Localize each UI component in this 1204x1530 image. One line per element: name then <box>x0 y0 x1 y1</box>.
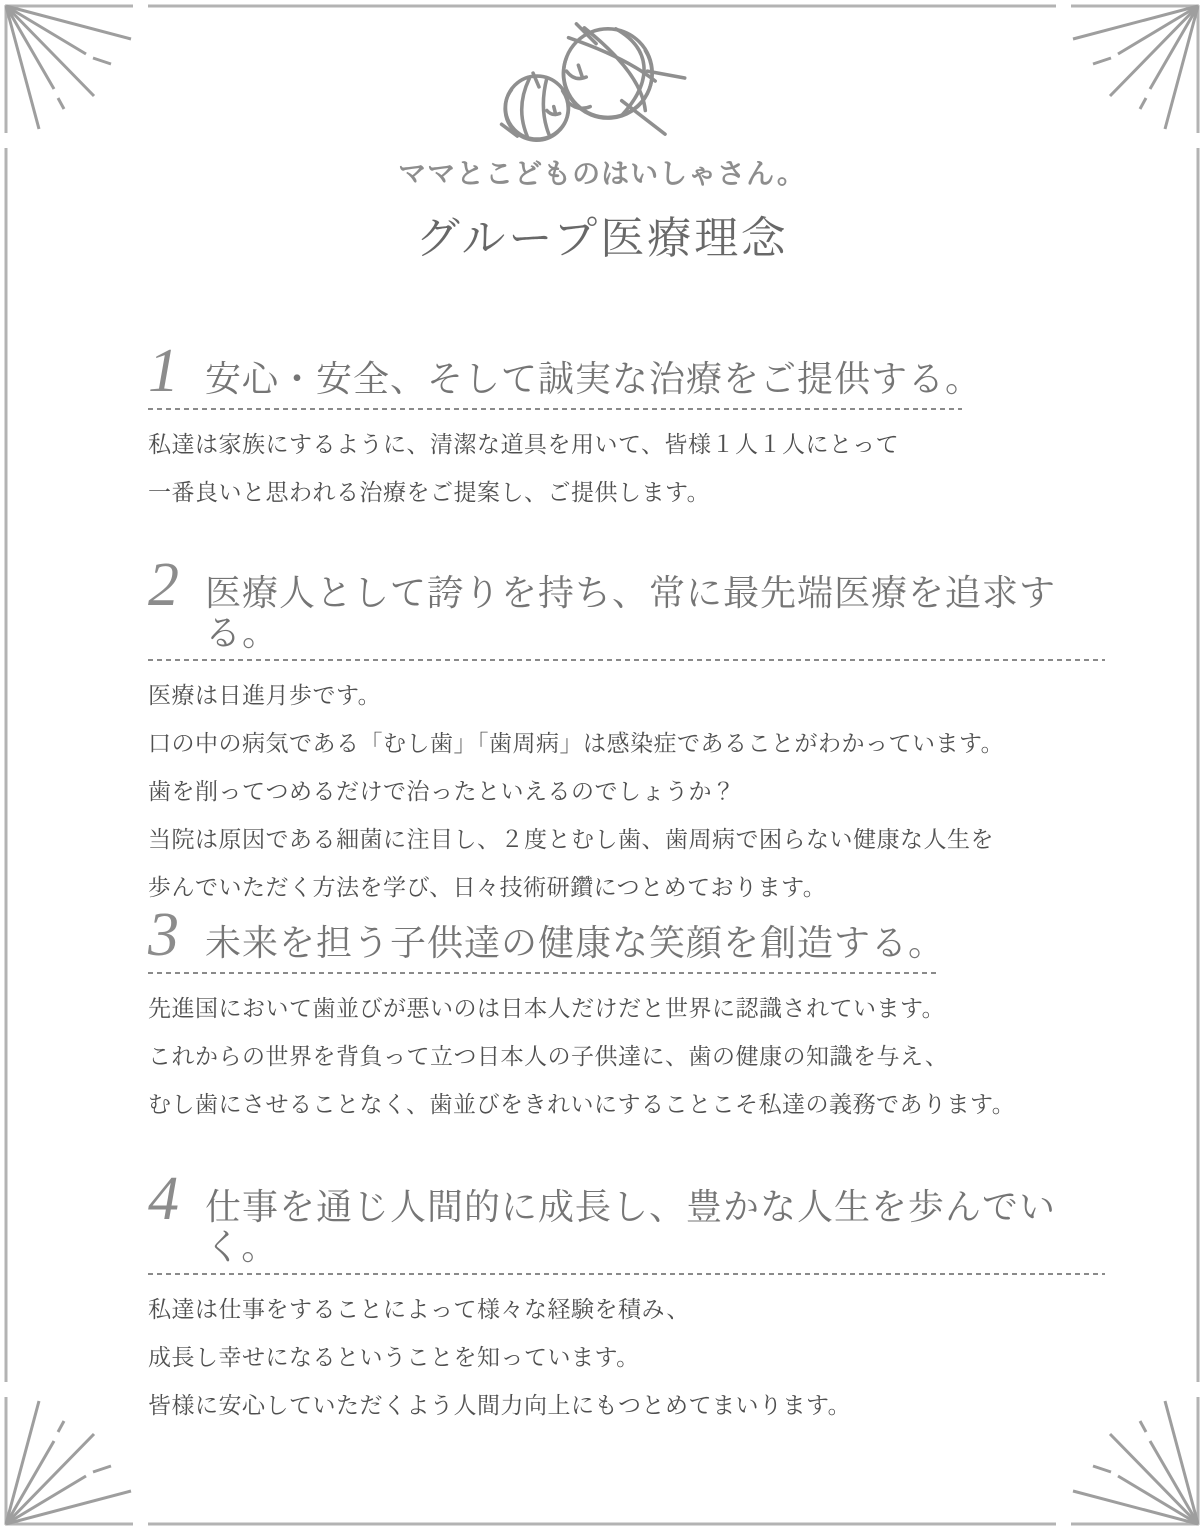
section-1-heading-row <box>148 337 1110 405</box>
body-line: むし歯にさせることなく、歯並びをきれいにすることこそ私達の義務であります。 <box>148 1091 1016 1117</box>
body-line: これからの世界を背負って立つ日本人の子供達に、歯の健康の知識を与え、 <box>148 1043 949 1069</box>
section-1-body <box>148 420 1110 516</box>
section-3-body <box>148 984 1110 1128</box>
body-line: 医療は日進月歩です。 <box>148 682 382 709</box>
philosophy-section-1 <box>148 337 1110 516</box>
philosophy-section-3 <box>148 901 1110 1128</box>
dotted-divider <box>148 408 962 410</box>
dotted-divider <box>148 972 940 974</box>
section-3-heading: 未来を担う子供達の健康な笑顔を創造する。 <box>205 923 946 963</box>
section-4-heading-row <box>148 1165 1110 1267</box>
body-line: 歯を削ってつめるだけで治ったといえるのでしょうか？ <box>148 778 736 805</box>
section-4-body <box>148 1285 1110 1429</box>
body-line: 皆様に安心していただくよう人間力向上にもつとめてまいります。 <box>148 1392 852 1419</box>
section-2-heading: 医療人として誇りを持ち、常に最先端医療を追求する。 <box>205 573 1057 653</box>
body-line: 成長し幸せになるということを知っています。 <box>148 1344 640 1371</box>
section-1-number: 1 <box>148 337 179 405</box>
brand-name: ママとこどものはいしゃさん。 <box>398 158 806 189</box>
body-line: 私達は仕事をすることによって様々な経験を積み、 <box>148 1296 690 1323</box>
body-line: 歩んでいただく方法を学び、日々技術研鑽につとめております。 <box>148 874 827 901</box>
section-3-number: 3 <box>148 901 179 969</box>
section-2-number: 2 <box>148 551 179 619</box>
section-4-number: 4 <box>148 1165 179 1233</box>
body-line: 一番良いと思われる治療をご提案し、ご提供します。 <box>148 479 711 505</box>
section-4-heading: 仕事を通じ人間的に成長し、豊かな人生を歩んでいく。 <box>205 1187 1057 1267</box>
section-3-heading-row <box>148 901 1110 969</box>
body-line: 当院は原因である細菌に注目し、２度とむし歯、歯周病で困らない健康な人生を <box>148 826 994 853</box>
section-1-heading: 安心・安全、そして誠実な治療をご提供する。 <box>205 359 983 399</box>
page-header <box>0 0 1204 295</box>
section-2-heading-row <box>148 551 1110 653</box>
page-title: グループ医療理念 <box>415 214 789 263</box>
body-line: 口の中の病気である「むし歯」「歯周病」は感染症であることがわかっています。 <box>148 730 1005 757</box>
body-line: 私達は家族にするように、清潔な道具を用いて、皆様１人１人にとって <box>148 431 900 457</box>
philosophy-section-2 <box>148 551 1110 911</box>
brand-logo-icon <box>496 16 708 144</box>
body-line: 先進国において歯並びが悪いのは日本人だけだと世界に認識されています。 <box>148 995 946 1021</box>
dotted-divider <box>148 1273 1105 1275</box>
dotted-divider <box>148 659 1105 661</box>
section-2-body <box>148 671 1110 911</box>
philosophy-section-4 <box>148 1165 1110 1429</box>
